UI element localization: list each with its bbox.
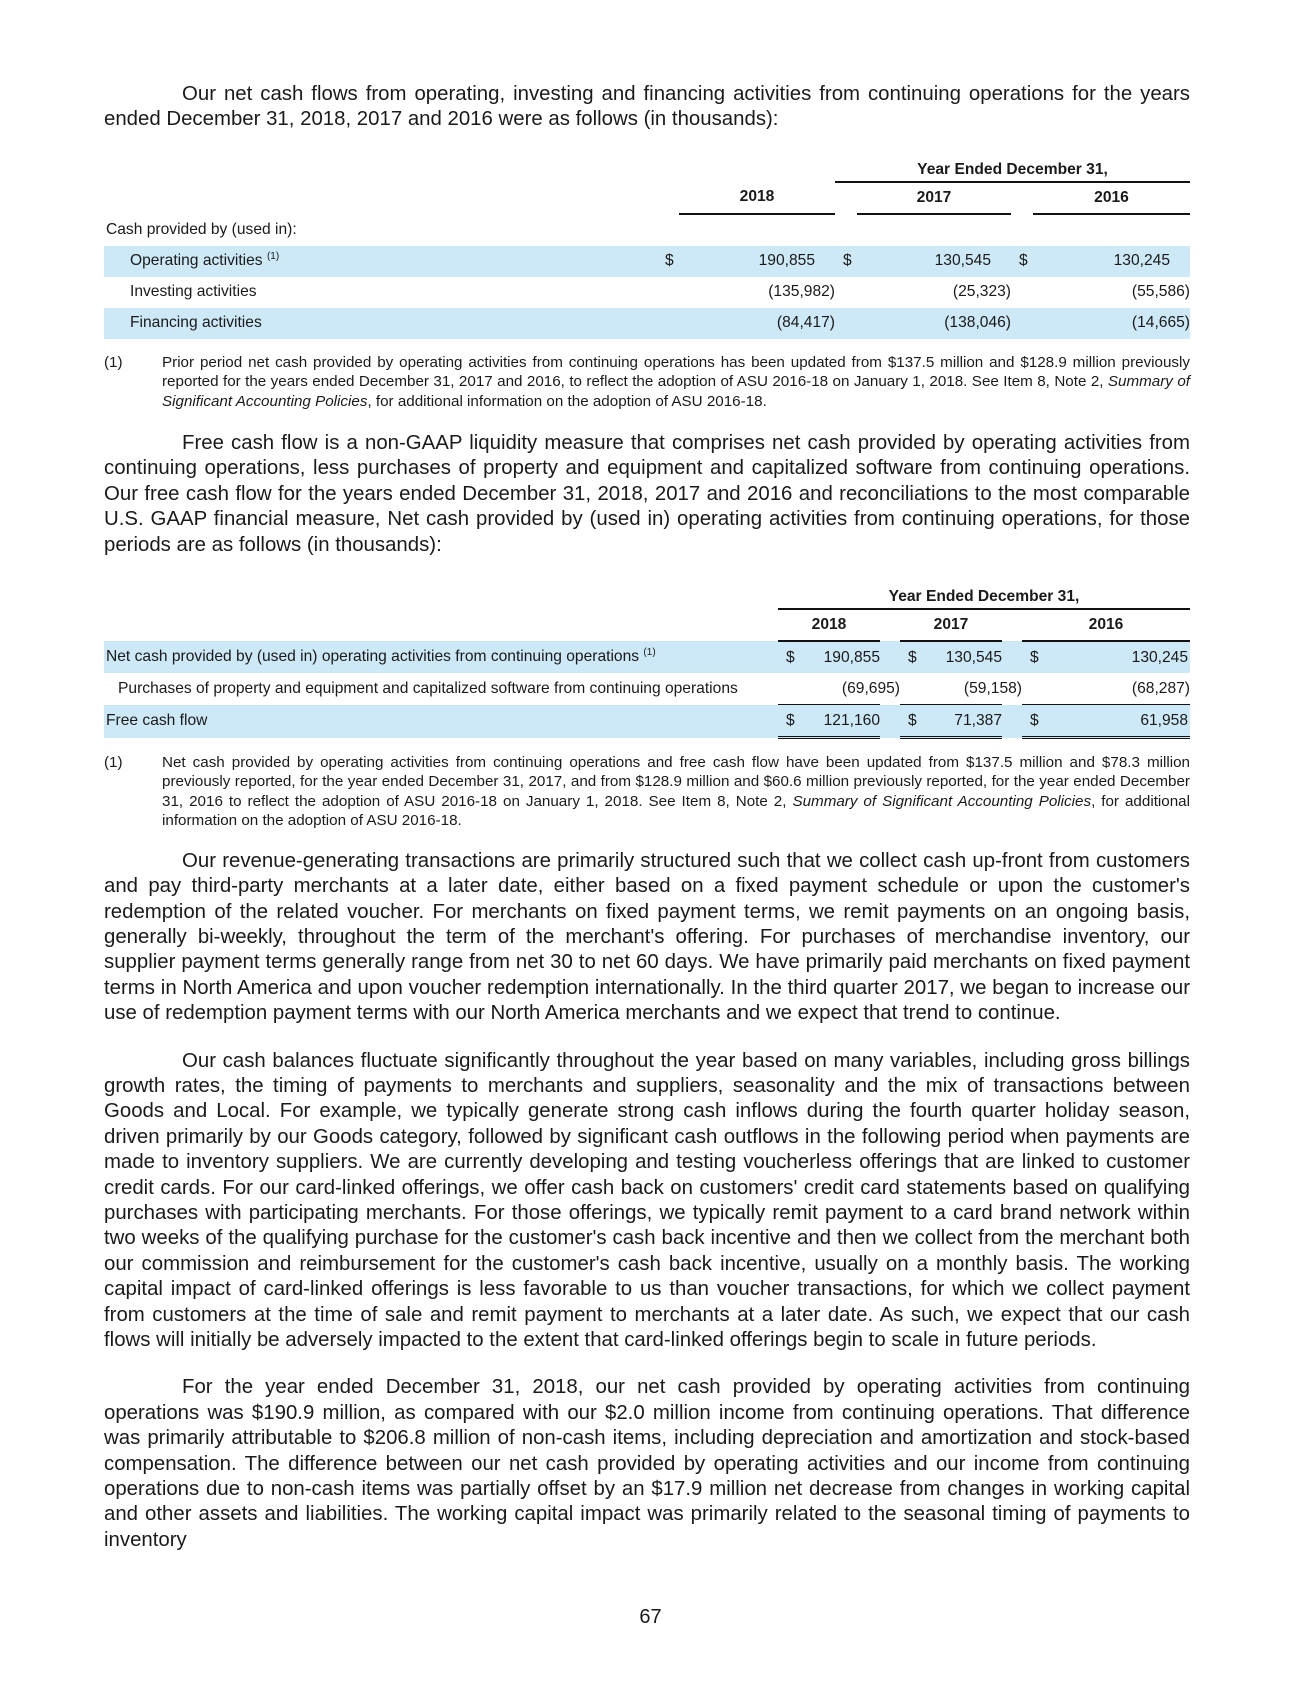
cell-value: (14,665) [1033, 308, 1190, 339]
footnote-1 [104, 353, 1190, 411]
table1-year-2017: 2017 [857, 182, 1011, 214]
cell-value: 121,160 [800, 705, 880, 738]
cell-value: (138,046) [857, 308, 1011, 339]
intro-paragraph-cash-flows: Our net cash flows from operating, investing and financing activities from continuing operations for the years ended December 31, 2018, 2017 and 2016 were as follows (in thousands): [104, 83, 1190, 131]
paragraph-revenue-transactions: Our revenue-generating transactions are primarily structured such that we collect cash up-front from customers and pay third-party merchants at a later date, either based on a fixed payment schedule or upon the customer's redemption of the related voucher. For merchants on fixed payment terms, we remit payments on an ongoing basis, generally bi-weekly, throughout the term of the merchant's offering. For purchases of merchandise inventory, our supplier payment terms generally range from net 30 to net 60 days. We have primarily paid merchants on fixed payment terms in North America and upon voucher redemption internationally. In the third quarter 2017, we began to increase our use of redemption payment terms with our North America merchants and we expect that trend to continue. [104, 849, 1190, 1025]
row-label: Operating activities [130, 252, 263, 270]
table1-year-2016: 2016 [1033, 182, 1190, 214]
cell-value: (135,982) [768, 283, 835, 301]
row-label: Net cash provided by (used in) operating activities from continuing operations [106, 648, 640, 666]
currency-symbol: $ [900, 641, 922, 673]
table-row [104, 246, 1190, 277]
table2-year-2016: 2016 [1022, 609, 1190, 641]
footnote-text: , for additional information on the adoption of ASU 2016-18. [367, 392, 767, 410]
currency-symbol: $ [835, 246, 857, 277]
cell-value: 130,245 [1033, 246, 1170, 277]
cell-value: 130,545 [922, 641, 1002, 673]
footnote-ref: (1) [643, 647, 656, 659]
row-label: Free cash flow [104, 705, 778, 738]
page-number: 67 [639, 1606, 662, 1628]
currency-symbol: $ [1022, 705, 1044, 738]
cell-value: (55,586) [1131, 283, 1191, 301]
currency-symbol: $ [778, 705, 800, 738]
currency-symbol: $ [778, 641, 800, 673]
paragraph-operating-activities: For the year ended December 31, 2018, our net cash provided by operating activities from continuing operations was $190.9 million, as compared with our $2.0 million income from continuing operations. That difference was primarily attributable to $206.8 million of non-cash items, including depreciation and amortization and stock-based compensation. The difference between our net cash provided by operating activities and our income from continuing operations due to non-cash items was partially offset by an $17.9 million net decrease from changes in working capital and other assets and liabilities. The working capital impact was primarily related to the seasonal timing of payments to inventory [104, 1376, 1190, 1551]
currency-symbol: $ [900, 705, 922, 738]
table-row [104, 705, 1190, 738]
cell-value: (84,417) [679, 308, 835, 339]
intro-paragraph-free-cash-flow: Free cash flow is a non-GAAP liquidity measure that comprises net cash provided by operating activities from continuing operations, less purchases of property and equipment and capitalized software from continuing operations. Our free cash flow for the years ended December 31, 2018, 2017 and 2016 and reconciliations to the most comparable U.S. GAAP financial measure, Net cash provided by (used in) operating activities from continuing operations, for those periods are as follows (in thousands): [104, 432, 1190, 556]
table-row [104, 277, 1190, 308]
free-cash-flow-table [104, 578, 1190, 739]
table-row [104, 641, 1190, 673]
table2-year-2018: 2018 [778, 609, 880, 641]
footnote-ref: (1) [266, 251, 280, 263]
cell-value: 130,245 [1044, 641, 1190, 673]
cell-value: (25,323) [952, 283, 1011, 301]
cell-value: (68,287) [1131, 679, 1191, 697]
cell-value: 190,855 [800, 641, 880, 673]
cell-value: (59,158) [963, 679, 1022, 697]
footnote-marker: (1) [104, 754, 123, 772]
cell-value: (69,695) [841, 679, 900, 697]
row-label: Investing activities [130, 283, 257, 301]
footnote-italic-reference: Summary of Significant Accounting Policies [162, 373, 1190, 410]
table1-year-2018: 2018 [679, 182, 835, 214]
footnote-italic-reference: Summary of Significant Accounting Policies [792, 792, 1092, 810]
cash-flows-table [104, 151, 1190, 339]
footnote-marker: (1) [104, 353, 123, 371]
document-page [104, 82, 1190, 1553]
currency-symbol: $ [657, 246, 679, 277]
paragraph-cash-balances: Our cash balances fluctuate significantly throughout the year based on many variables, including gross billings growth rates, the timing of payments to merchants and suppliers, seasonality and the mix of transactions between Goods and Local. For example, we typically generate strong cash inflows during the fourth quarter holiday season, driven primarily by our Goods category, followed by significant cash outflows in the following period when payments are made to inventory suppliers. We are currently developing and testing voucherless offerings that are linked to customer credit cards. For our card-linked offerings, we offer cash back on customers' credit card statements based on qualifying purchases with participating merchants. For those offerings, we typically remit payment to a card brand network within two weeks of the qualifying purchase for the customer's cash back incentive and then we collect from the merchant both our commission and reimbursement for the customer's cash back incentive, usually on a monthly basis. The working capital impact of card-linked offerings is less favorable to us than voucher transactions, for which we collect payment from customers at the time of sale and remit payment to merchants at a later date. As such, we expect that our cash flows will initially be adversely impacted to the extent that card-linked offerings begin to scale in future periods. [104, 1049, 1190, 1351]
footnote-text: Prior period net cash provided by operating activities from continuing operations has been updated from $137.5 million and $128.9 million previously reported for the years ended December 31, 2017 and 2016, to reflect the adoption of ASU 2016-18 on January 1, 2018. See Item 8, Note 2, [162, 353, 1190, 391]
cell-value: 190,855 [679, 246, 815, 277]
footnote-text: Net cash provided by operating activities from continuing operations and free cash flow have been updated from $137.5 million and $78.3 million previously reported, for the year ended December 31, 2017, and from $128.9 million and $60.6 million previously reported, for the year ended December 31, 2016 to reflect the adoption of ASU 2016-18 on January 1, 2018. See Item 8, Note 2, [162, 754, 1190, 810]
footnote-2 [104, 753, 1190, 831]
footnote-text: , for additional information on the adoption of ASU 2016-18. [162, 792, 1191, 830]
table1-section-label: Cash provided by (used in): [106, 221, 297, 239]
currency-symbol: $ [1011, 246, 1033, 277]
table2-year-2017: 2017 [900, 609, 1002, 641]
cell-value: 61,958 [1044, 705, 1190, 738]
cell-value: 130,545 [857, 246, 991, 277]
row-label: Purchases of property and equipment and capitalized software from continuing operations [118, 679, 738, 697]
table-row [104, 308, 1190, 339]
cell-value: 71,387 [922, 705, 1002, 738]
table1-header-span: Year Ended December 31, [835, 151, 1190, 182]
table2-header-span: Year Ended December 31, [778, 578, 1190, 609]
table-row [104, 673, 1190, 705]
currency-symbol: $ [1022, 641, 1044, 673]
row-label: Financing activities [104, 308, 657, 339]
